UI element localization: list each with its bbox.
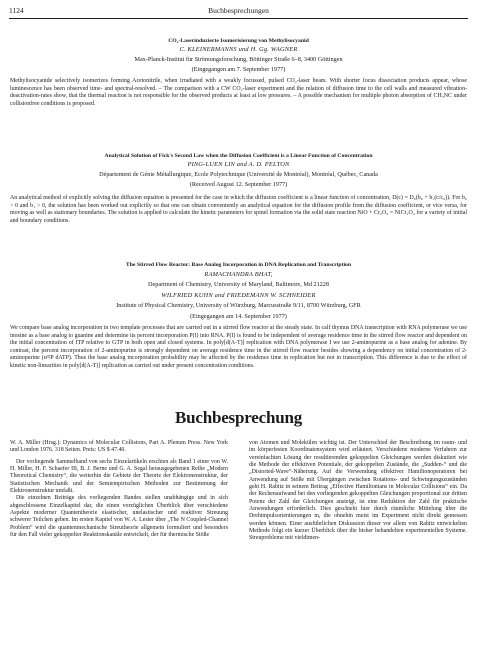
review-left-column	[10, 440, 228, 539]
received-date: (Received August 12. September 1977)	[189, 181, 288, 188]
received-date: (Eingegangen am 7. September 1977)	[191, 66, 286, 73]
article-authors: PING-LUEN LIN and A. D. PELTON	[187, 161, 290, 168]
article-abstract: We compare base analog incorporation in two template processes that are carried out in a stirred flow reactor at the steady state. In calf thymus DNA transcription with RNA polymerase we use inosine as a base analog to guanine and determine its percent incorporation P(I) into RNA. P(I) is found to be independent of average residence time in the stirred flow reactor and dependent on the initial concentration of ITP relative to GTP in both open and closed systems. In poly[d(A-T)] replication with DNA polymerase I we use 2-aminopurine as a base analog for adenine. By contrast, the percent incorporation of 2-aminopurine is strongly dependent on average residence time in the stirred flow reactor besides showing a dependency on initial concentration of 2-aminopurine (α³²P dATP). Thus the base analog incorporation probability may be affected by the residence time in replication but not in transcription. This difference is due to the effect of kinetic non-linearities in poly[d(A-T)] replication as carried out under present concentration conditions.	[10, 325, 467, 369]
review-paragraph: von Atomen und Molekülen wichtig ist. Der Unterschied der Beschreibung im raum- und im körperfesten Koordinatensystem wird erläutert. Verschiedene moderne Verfahren zur vereinfachten Lösung der resultierenden gekoppelten Gleichungen werden diskutiert wie die Methode der effektiven Potentiale, der gekoppelten Zustände, die „Sudden-“ und die „Distorted-Wave“-Näherung. Auf die Verwendung effektiver Hamiltonoperatoren bei Anwendung auf Stöße mit Übergängen zwischen Rotations- und Schwingungszuständen geht H. Rabitz in seinem Beitrag „Effective Hamiltonians in Molecular Collisions“ ein. Da der Rechenaufwand bei den vorliegenden gekoppelten Gleichungen proportional zur dritten Potenz der Zahl der Gleichungen ansteigt, ist eine Reduktion der Zahl für praktische Anwendungen erforderlich. Dies geschieht hier durch räumliche Mittelung über die Drehimpulsorientierungen m, die ohnehin meist im Experiment nicht direkt gemessen werden können. Einer ausführlichen Diskussion dieser vor allem von Rabitz entwickelten Methode folgt ein kurzer Überblick über die bisher behandelten experimentellen Systeme. Streuprobleme mit vieldimen-	[249, 440, 467, 542]
article-authors: C. KLEINERMANNS und H. Gg. WAGNER	[179, 46, 298, 53]
running-head	[9, 6, 468, 18]
review-right-column	[249, 440, 467, 543]
review-reference: W. A. Miller (Hrsg.): Dynamics of Molecular Collisions, Part A. Plenum Press. New York und London 1976. 318 Seiten. Preis: US $ 47.40.	[10, 440, 228, 454]
article-authors: RAMACHANDRA BHAT,	[204, 271, 273, 278]
article-abstract: An analytical method of explicitly solving the diffusion equation is presented for the case in which the diffusion coefficient is a linear function of concentration, D(c) = D₀(b₀ + b₁(c/c₀)). For b₀ > 0 and b₁ > 0, the solution has been worked out explicitly so that one can obtain conveniently an analytical equation for the diffusion profile from the diffusion coefficient, or vice versa, for moving as well as stationary boundaries. The solution is applied to calculate the kinetic parameters for spinel formation via the solid state reaction NiO + Cr₂O₃ = NiCr₂O₄ for a variety of initial and boundary conditions.	[10, 195, 467, 224]
article-affiliation: Département de Génie Métallurgique, Ecole Polytechnique (Université de Montréal), Montréal, Québec, Canada	[99, 171, 378, 178]
article-affiliation-secondary: Institute of Physical Chemistry, University of Würzburg, Marcusstraße 9/11, 8700 Würzburg, GFR	[116, 302, 361, 309]
page-number: 1124	[9, 6, 24, 15]
header-rule	[9, 18, 468, 19]
article-title: Analytical Solution of Fick's Second Law when the Diffusion Coefficient is a Linear Function of Concentration	[104, 153, 373, 159]
article-title: CO₂-Laserinduzierte Isomerisierung von Methylisocyanid	[168, 38, 309, 44]
article-affiliation: Max-Planck-Institut für Strömungsforschung, Böttinger Straße 6–8, 3400 Göttingen	[134, 56, 343, 63]
section-heading: Buchbesprechung	[174, 408, 303, 427]
running-head-section: Buchbesprechungen	[208, 6, 269, 15]
article-abstract: Methylisocyanide selectively isomerizes forming Acetonitrile, when irradiated with a weakly focussed, pulsed CO₂-laser beam. With shorter focus dissociation products appear, whose luminescence has been observed time- and spectral-resolved. – The comparison with a CW CO₂-laser experiment and the relation of diffusion time to the cell walls and measured vibration-deactivation-rates show, that the thermal reaction is not responsible for the observed products at least at low pressures. – A possible mechanism for multiple photon absorption of CH₃NC under collisionfree conditions is proposed.	[10, 78, 467, 107]
article-title: The Stirred Flow Reactor: Base Analog Incorporation in DNA Replication and Transcription	[125, 262, 352, 268]
article-authors-secondary: WILFRIED KUHN and FRIEDEMANN W. SCHNEIDER	[161, 292, 316, 299]
review-paragraph: Der vorliegende Sammelband von sechs Einzelartikeln erschien als Band 1 einer von W. H. Miller, H. F. Schaefer III, B. J. Berne und G. A. Segal herausgegebenen Reihe „Modern Theoretical Chemistry“, die weiterhin die Gebiete der Theorie der Elektronenstruktur, der Statistischen Mechanik und der Semiempirischen Methoden zur Bestimmung der Elektronenstruktur umfaßt.	[10, 458, 228, 495]
review-paragraph: Die einzelnen Beiträge des vorliegenden Bandes stellen unabhängige und in sich abgeschlossene Einzelkapitel dar, die einen vorzüglichen Überblick über verschiedene Aspekte moderner Quantentheorie elastischer, unelastischer und reaktiver Streuung schwerer Teilchen geben. Im ersten Kapitel von W. A. Lester über „The N Coupled-Channel Problem“ wird die quantenmechanische Streutheorie allgemein formuliert und besonders für den Fall vieler gekoppelter Reaktionskanäle entwickelt, der für thermische Stöße	[10, 495, 228, 539]
received-date: (Eingegangen am 14. September 1977)	[190, 313, 287, 320]
article-affiliation: Department of Chemistry, University of Maryland, Baltimore, Md 21228	[148, 281, 329, 288]
